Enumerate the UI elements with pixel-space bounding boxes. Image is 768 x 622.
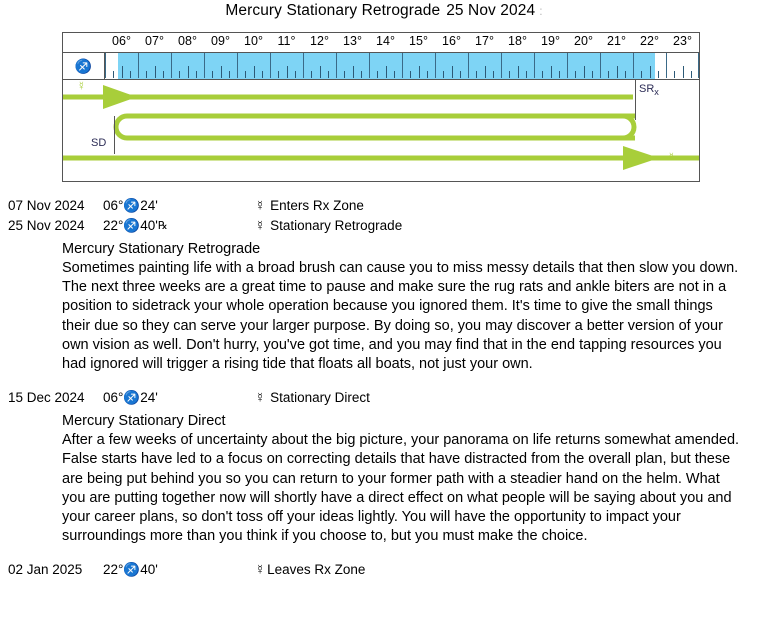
ruler-tick-minor [542, 71, 543, 78]
ruler-tick-major [138, 53, 139, 78]
ruler-tick-major [468, 53, 469, 78]
page-title-trailing: : [539, 4, 543, 18]
event-row-stationary-retrograde[interactable] [0, 218, 768, 238]
retrograde-right-cap [623, 116, 634, 138]
ruler-tick-major [435, 53, 436, 78]
ruler-tick-minor [130, 71, 131, 78]
ruler-tick-major [633, 53, 634, 78]
sagittarius-glyph: ♐ [63, 53, 105, 79]
degree-label: 15° [409, 34, 428, 48]
ruler-tick-minor [575, 71, 576, 78]
ruler-tick-minor [262, 71, 263, 78]
degree-label: 12° [310, 34, 329, 48]
ruler-tick-minor [361, 71, 362, 78]
ruler-tick-minor [287, 66, 288, 78]
station-direct-label: SD [91, 137, 107, 149]
event-description: ☿ Leaves Rx Zone [255, 562, 366, 578]
retrograde-loop-path [116, 116, 635, 138]
degree-label: 09° [211, 34, 230, 48]
ruler-tick-minor [394, 71, 395, 78]
ruler-tick-minor [518, 66, 519, 78]
block-text: After a few weeks of uncertainty about the big picture, your panorama on life returns somewhat amended. False starts have led to a focus on correcting details that have distracted from the overall plan, but these are being put behind you so you can return to your former path with a steadier hand on the helm. What you are putting together now will shortly have a direct effect on what people will be saying about you and your career plans, so don't toss off your ideas lightly. You will have the opportunity to impact your surroundings more than you think if you choose to, but you must make the choice. [62, 432, 740, 545]
event-date: 25 Nov 2024 [8, 218, 85, 233]
ruler-tick-minor [526, 71, 527, 78]
retrograde-path-svg [63, 80, 699, 181]
ruler-tick-minor [608, 71, 609, 78]
ruler-tick-minor [254, 66, 255, 78]
ruler-tick-minor [311, 71, 312, 78]
ruler-tick-minor [476, 71, 477, 78]
arrow-head-exit [623, 146, 659, 170]
block-heading: Mercury Stationary Direct [62, 413, 226, 430]
ruler-tick-minor [410, 71, 411, 78]
degree-label: 07° [145, 34, 164, 48]
degree-label: 08° [178, 34, 197, 48]
station-retrograde-rule [635, 80, 636, 120]
degree-label: 16° [442, 34, 461, 48]
ruler-tick-minor [377, 71, 378, 78]
ruler-tick-minor [658, 71, 659, 78]
ruler-tick-minor [674, 71, 675, 78]
event-row-stationary-direct[interactable] [0, 390, 768, 410]
ruler-tick-minor [617, 66, 618, 78]
ruler-tick-major [369, 53, 370, 78]
ruler-tick-major [204, 53, 205, 78]
ruler-tick-minor [188, 66, 189, 78]
mercury-glyph: ☿ [255, 198, 266, 213]
ruler-tick-minor [427, 71, 428, 78]
ruler-tick-minor [386, 66, 387, 78]
degree-label: 19° [541, 34, 560, 48]
ruler-tick-major [270, 53, 271, 78]
ruler-tick-major [666, 53, 667, 78]
ruler-tick-minor [559, 71, 560, 78]
ruler-tick-minor [179, 71, 180, 78]
event-row-enters-rx[interactable] [0, 198, 768, 218]
ruler-tick-minor [328, 71, 329, 78]
ruler-tick-major [237, 53, 238, 78]
ruler-tick-minor [551, 66, 552, 78]
event-date: 15 Dec 2024 [8, 390, 85, 406]
degree-ruler [63, 53, 699, 80]
ruler-tick-minor [460, 71, 461, 78]
degree-label: 18° [508, 34, 527, 48]
event-list [0, 198, 768, 582]
ruler-tick-minor [212, 71, 213, 78]
ruler-tick-major [534, 53, 535, 78]
ruler-tick-minor [584, 66, 585, 78]
ruler-tick-major [171, 53, 172, 78]
ruler-tick-minor [419, 66, 420, 78]
page-title [0, 2, 768, 20]
ruler-tick-major [303, 53, 304, 78]
ruler-tick-minor [196, 71, 197, 78]
ruler-tick-minor [592, 71, 593, 78]
section-spacer [0, 546, 768, 562]
event-position: 06°♐24' [103, 198, 158, 213]
ruler-tick-minor [344, 71, 345, 78]
ruler-tick-minor [509, 71, 510, 78]
ruler-tick-minor [691, 71, 692, 78]
section-spacer [0, 374, 768, 390]
ruler-tick-minor [485, 66, 486, 78]
ruler-tick-minor [278, 71, 279, 78]
block-heading: Mercury Stationary Retrograde [62, 241, 261, 257]
page-title-date: 25 Nov 2024 [446, 2, 536, 19]
ruler-tick-minor [493, 71, 494, 78]
event-block-retrograde [0, 240, 768, 374]
ruler-tick-minor [122, 66, 123, 78]
event-date: 02 Jan 2025 [8, 562, 83, 578]
ruler-tick-major [698, 53, 699, 78]
degree-label: 14° [376, 34, 395, 48]
ruler-tick-major [336, 53, 337, 78]
retrograde-diagram [62, 32, 700, 182]
page-title-text: Mercury Stationary Retrograde [225, 2, 441, 19]
ruler-tick-minor [146, 71, 147, 78]
event-date: 07 Nov 2024 [8, 198, 85, 213]
arrow-head-enter [103, 85, 137, 109]
ruler-tick-minor [625, 71, 626, 78]
degree-label: 11° [277, 34, 296, 48]
event-description: ☿ Stationary Retrograde [255, 218, 403, 233]
ruler-tick-minor [245, 71, 246, 78]
ruler-tick-minor [650, 66, 651, 78]
event-position: 22°♐40'℞ [103, 218, 168, 233]
ruler-tick-major [600, 53, 601, 78]
event-position: 06°♐24' [103, 390, 158, 406]
ruler-tick-minor [155, 66, 156, 78]
degree-label: 20° [574, 34, 593, 48]
ruler-tick-minor [163, 71, 164, 78]
ruler-tick-major [501, 53, 502, 78]
mercury-glyph-enter: ☿ [77, 79, 86, 93]
ruler-tick-minor [221, 66, 222, 78]
ruler-tick-minor [229, 71, 230, 78]
ruler-tick-minor [353, 66, 354, 78]
ruler-tick-major [402, 53, 403, 78]
event-block-direct [0, 412, 768, 546]
degree-label: 13° [343, 34, 362, 48]
mercury-glyph-exit: ☿ [667, 150, 676, 164]
degree-label: 22° [640, 34, 659, 48]
station-direct-rule [114, 116, 115, 154]
degree-label: 06° [112, 34, 131, 48]
degree-label: 23° [673, 34, 692, 48]
event-row-leaves-rx[interactable] [0, 562, 768, 582]
retrograde-path-area [63, 80, 699, 181]
event-position: 22°♐40' [103, 562, 158, 578]
ruler-tick-minor [641, 71, 642, 78]
event-description: ☿ Stationary Direct [255, 390, 370, 406]
ruler-tick-minor [452, 66, 453, 78]
event-description: ☿ Enters Rx Zone [255, 198, 364, 213]
mercury-glyph: ☿ [255, 390, 266, 406]
mercury-glyph: ☿ [255, 218, 266, 233]
ruler-tick-minor [113, 71, 114, 78]
station-retrograde-label: $SR_x$ [639, 83, 659, 98]
degree-label: 17° [475, 34, 494, 48]
ruler-tick-major [567, 53, 568, 78]
ruler-tick-minor [295, 71, 296, 78]
ruler-tick-minor [443, 71, 444, 78]
ruler-tick-major [105, 53, 106, 78]
block-text: Sometimes painting life with a broad brush can cause you to miss messy details that then slow you down. The next three weeks are a great time to pause and make sure the rug rats and ankle biters are not in a position to sidetrack your whole operation because you ignored them. It's time to give the small things their due so they can serve your larger purpose. By doing so, you may discover a better version of your own vision as well. Don't hurry, you've got time, and you may find that in the end tapping resources you had ignored will trigger a rising tide that floats all boats, not just your own. [62, 260, 739, 373]
mercury-glyph: ☿ [255, 562, 266, 578]
retrograde-mark: ℞ [157, 220, 168, 232]
degree-label: 10° [244, 34, 263, 48]
degree-label-strip [63, 33, 699, 53]
ruler-tick-minor [320, 66, 321, 78]
degree-label: 21° [607, 34, 626, 48]
ruler-tick-minor [683, 66, 684, 78]
